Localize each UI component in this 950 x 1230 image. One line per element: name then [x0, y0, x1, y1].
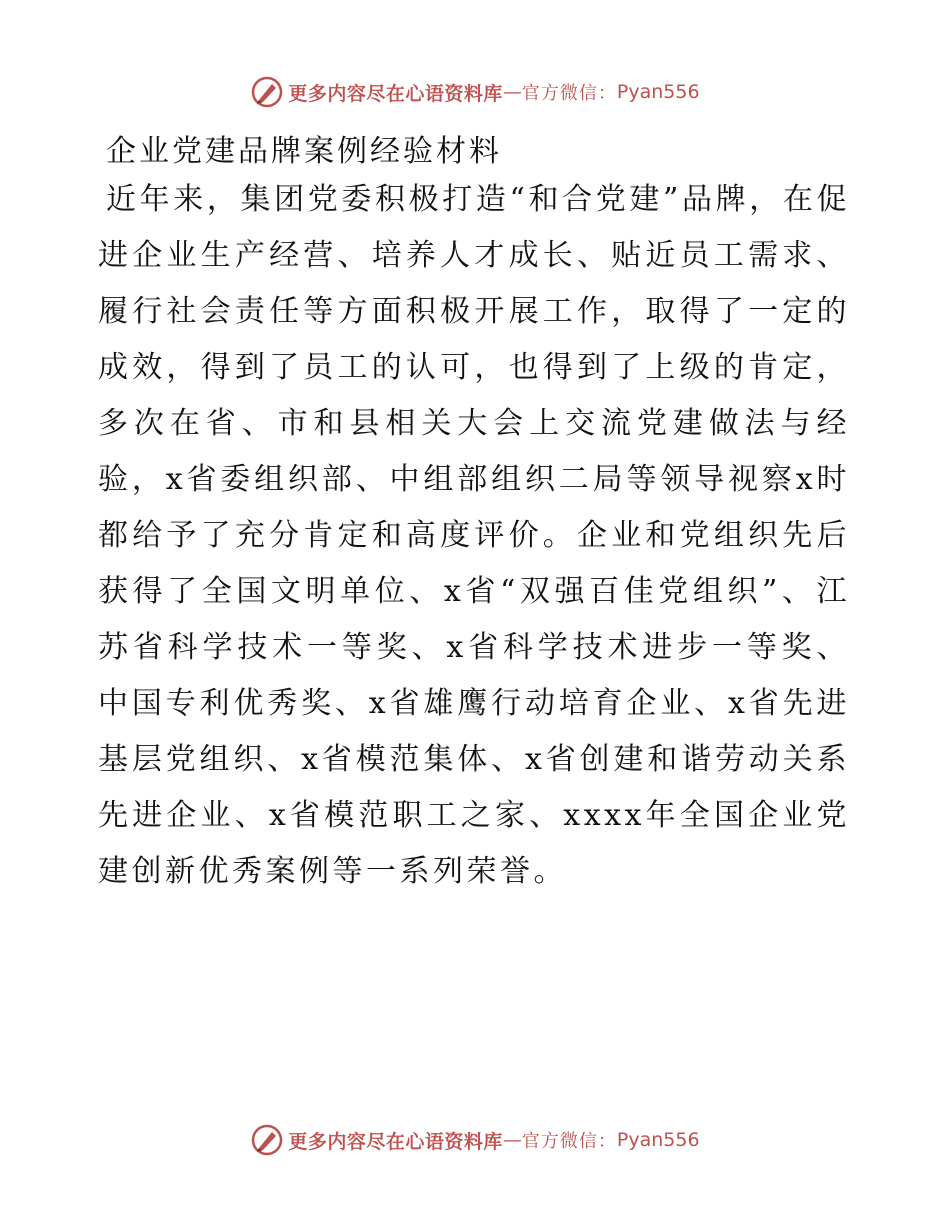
pen-logo-icon — [250, 75, 284, 109]
watermark-wechat-id: Pyan556 — [616, 1129, 700, 1151]
watermark-main-text: 更多内容尽在心语资料库 — [288, 82, 503, 105]
watermark-sub-text: 官方微信： — [521, 83, 617, 104]
watermark-wechat-id: Pyan556 — [616, 81, 700, 103]
document-body-paragraph: 近年来，集团党委积极打造“和合党建”品牌，在促进企业生产经营、培养人才成长、贴近员工需求、履行社会责任等方面积极开展工作，取得了一定的成效，得到了员工的认可，也得到了上级的肯定，多次在省、市和县相关大会上交流党建做法与经验，x省委组织部、中组部组织二局等领导视察x时都给予了充分肯定和高度评价。企业和党组织先后获得了全国文明单位、x省“双强百佳党组织”、江苏省科学技术一等奖、x省科学技术进步一等奖、中国专利优秀奖、x省雄鹰行动培育企业、x省先进基层党组织、x省模范集体、x省创建和谐劳动关系先进企业、x省模范职工之家、xxxx年全国企业党建创新优秀案例等一系列荣誉。 — [98, 182, 850, 889]
watermark-sub-text: 官方微信： — [521, 1131, 617, 1152]
footer-watermark — [0, 1120, 950, 1160]
watermark-main-text: 更多内容尽在心语资料库 — [288, 1130, 503, 1153]
watermark-dash: — — [502, 1129, 522, 1151]
watermark-dash: — — [502, 81, 522, 103]
header-watermark — [0, 72, 950, 112]
pen-logo-icon — [250, 1123, 284, 1157]
document-title: 企业党建品牌案例经验材料 — [106, 134, 502, 169]
